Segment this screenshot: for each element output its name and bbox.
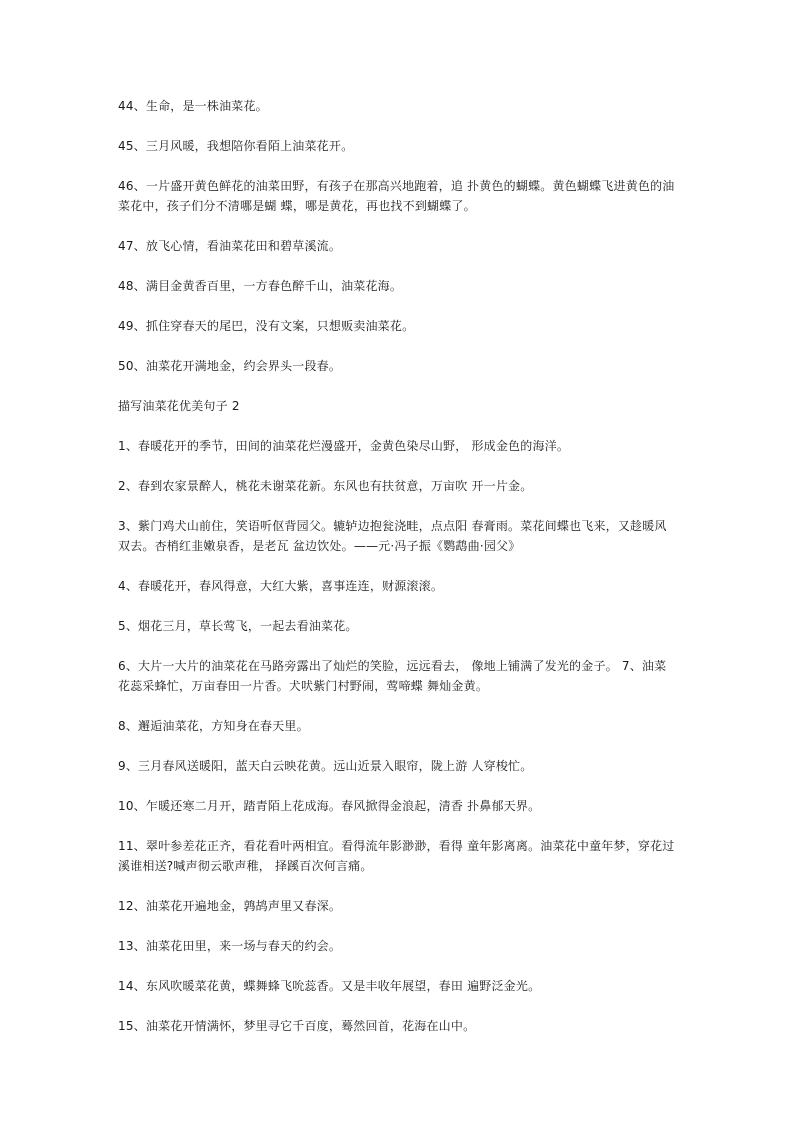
sentence-5: 5、烟花三月，草长莺飞，一起去看油菜花。 bbox=[118, 619, 358, 633]
sentence-49: 49、抓住穿春天的尾巴，没有文案，只想贩卖油菜花。 bbox=[118, 319, 415, 333]
sentence-8: 8、邂逅油菜花，方知身在春天里。 bbox=[118, 719, 309, 733]
document-body bbox=[118, 96, 678, 1056]
sentence-46: 46、一片盛开黄色鲜花的油菜田野，有孩子在那高兴地跑着，追 扑黄色的蝴蝶。黄色蝴蝶飞进黄色的油菜花中，孩子们分不清哪是蝴 蝶，哪是黄花，再也找不到蝴蝶了。 bbox=[118, 179, 675, 213]
sentence-9: 9、三月春风送暖阳，蓝天白云映花黄。远山近景入眼帘，陇上游 人穿梭忙。 bbox=[118, 759, 533, 773]
sentence-47: 47、放飞心情，看油菜花田和碧草溪流。 bbox=[118, 239, 342, 253]
sentence-44: 44、生命，是一株油菜花。 bbox=[118, 99, 268, 113]
sentence-13: 13、油菜花田里，来一场与春天的约会。 bbox=[118, 939, 342, 953]
sentence-15: 15、油菜花开情满怀，梦里寻它千百度，蓦然回首，花海在山中。 bbox=[118, 1019, 476, 1033]
sentence-2: 2、春到农家景醉人，桃花未谢菜花新。东风也有扶贫意，万亩吹 开一片金。 bbox=[118, 479, 533, 493]
sentence-11: 11、翠叶参差花正齐，看花看叶两相宜。看得流年影渺渺，看得 童年影离离。油菜花中童年梦，穿花过溪谁相送?喊声彻云歌声稚， 择蹊百次何言痛。 bbox=[118, 839, 675, 873]
section-heading: 描写油菜花优美句子 2 bbox=[118, 399, 240, 413]
sentence-4: 4、春暖花开，春风得意，大红大紫，喜事连连，财源滚滚。 bbox=[118, 579, 444, 593]
sentence-50: 50、油菜花开满地金，约会界头一段春。 bbox=[118, 359, 342, 373]
sentence-48: 48、满目金黄香百里，一方春色醉千山，油菜花海。 bbox=[118, 279, 403, 293]
sentence-10: 10、乍暖还寒二月开，踏青陌上花成海。春风掀得金浪起，清香 扑鼻郁天界。 bbox=[118, 799, 541, 813]
sentence-6-7: 6、大片一大片的油菜花在马路旁露出了灿烂的笑脸，远远看去， 像地上铺满了发光的金子。 7、油菜花蕊采蜂忙，万亩春田一片香。犬吠紫门村野闹，莺啼蝶 舞灿金黄。 bbox=[118, 659, 667, 693]
sentence-12: 12、油菜花开遍地金，鹑鸪声里又春深。 bbox=[118, 899, 342, 913]
sentence-3: 3、紫门鸡犬山前住，笑语听伛背园父。辘轳边抱瓮浇畦，点点阳 春膏雨。菜花间蝶也飞来，又趁暖风双去。杏梢红韭嫩泉香，是老瓦 盆边饮处。——元·冯子振《鹦鹉曲·园父》 bbox=[118, 519, 667, 553]
sentence-45: 45、三月风暖，我想陪你看陌上油菜花开。 bbox=[118, 139, 354, 153]
sentence-1: 1、春暖花开的季节，田间的油菜花烂漫盛开，金黄色染尽山野， 形成金色的海洋。 bbox=[118, 439, 570, 453]
sentence-14: 14、东风吹暖菜花黄，蝶舞蜂飞吮蕊香。又是丰收年展望，春田 遍野泛金光。 bbox=[118, 979, 541, 993]
